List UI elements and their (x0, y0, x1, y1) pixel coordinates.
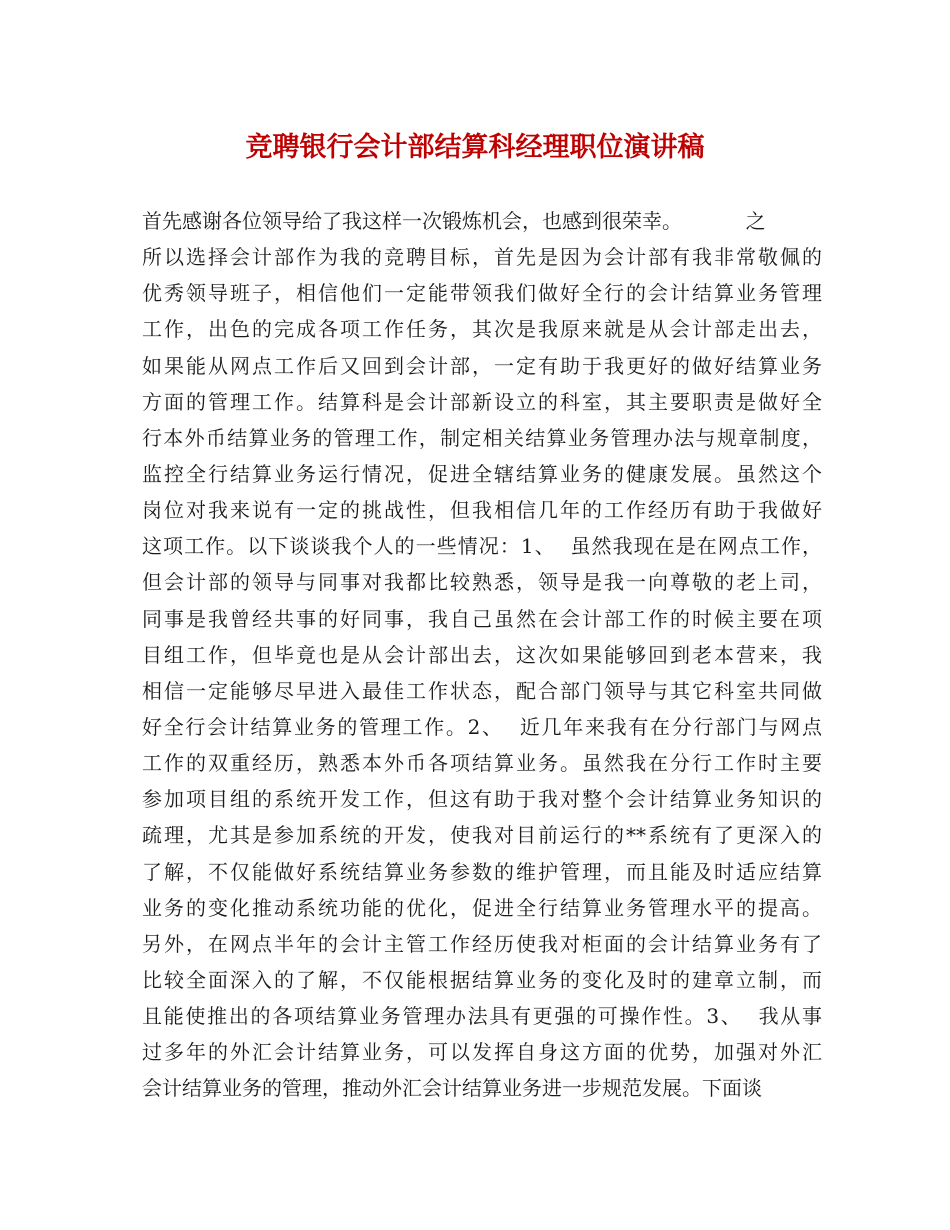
body-line: 业务的变化推动系统功能的优化，促进全行结算业务管理水平的提高。 (142, 895, 822, 920)
body-line: 优秀领导班子，相信他们一定能带领我们做好全行的会计结算业务管理 (142, 281, 822, 306)
body-line: 岗位对我来说有一定的挑战性，但我相信几年的工作经历有助于我做好 (142, 498, 822, 523)
body-line: 工作，出色的完成各项工作任务，其次是我原来就是从会计部走出去， (142, 317, 822, 342)
body-line: 首先感谢各位领导给了我这样一次锻炼机会，也感到很荣幸。 之 (142, 209, 766, 233)
body-line: 但会计部的领导与同事对我都比较熟悉，领导是我一向尊敬的老上司， (142, 570, 822, 595)
body-line: 了解，不仅能做好系统结算业务参数的维护管理，而且能及时适应结算 (142, 859, 822, 884)
body-line: 如果能从网点工作后又回到会计部，一定有助于我更好的做好结算业务 (142, 353, 822, 378)
body-line: 过多年的外汇会计结算业务，可以发挥自身这方面的优势，加强对外汇 (142, 1040, 822, 1065)
body-line: 且能使推出的各项结算业务管理办法具有更强的可操作性。3、 我从事 (142, 1004, 822, 1029)
body-line: 监控全行结算业务运行情况，促进全辖结算业务的健康发展。虽然这个 (142, 461, 822, 486)
document-body (142, 203, 822, 1107)
body-line: 比较全面深入的了解，不仅能根据结算业务的变化及时的建章立制，而 (142, 967, 822, 992)
body-line: 同事是我曾经共事的好同事，我自己虽然在会计部工作的时候主要在项 (142, 606, 822, 631)
body-line: 会计结算业务的管理，推动外汇会计结算业务进一步规范发展。下面谈 (142, 1076, 762, 1101)
body-line: 另外，在网点半年的会计主管工作经历使我对柜面的会计结算业务有了 (142, 931, 822, 956)
body-line: 疏理，尤其是参加系统的开发，使我对目前运行的**系统有了更深入的 (142, 823, 822, 848)
body-line: 目组工作，但毕竟也是从会计部出去，这次如果能够回到老本营来，我 (142, 642, 822, 667)
body-line: 方面的管理工作。结算科是会计部新设立的科室，其主要职责是做好全 (142, 389, 822, 414)
document-title: 竞聘银行会计部结算科经理职位演讲稿 (245, 132, 705, 163)
body-line: 相信一定能够尽早进入最佳工作状态，配合部门领导与其它科室共同做 (142, 678, 822, 703)
body-line: 工作的双重经历，熟悉本外币各项结算业务。虽然我在分行工作时主要 (142, 751, 822, 776)
body-line: 这项工作。以下谈谈我个人的一些情况：1、 虽然我现在是在网点工作， (142, 534, 822, 559)
body-line: 行本外币结算业务的管理工作，制定相关结算业务管理办法与规章制度， (142, 425, 822, 450)
body-line: 好全行会计结算业务的管理工作。2、 近几年来我有在分行部门与网点 (142, 714, 822, 739)
body-line: 参加项目组的系统开发工作，但这有助于我对整个会计结算业务知识的 (142, 787, 822, 812)
body-line: 所以选择会计部作为我的竞聘目标，首先是因为会计部有我非常敬佩的 (142, 245, 822, 270)
